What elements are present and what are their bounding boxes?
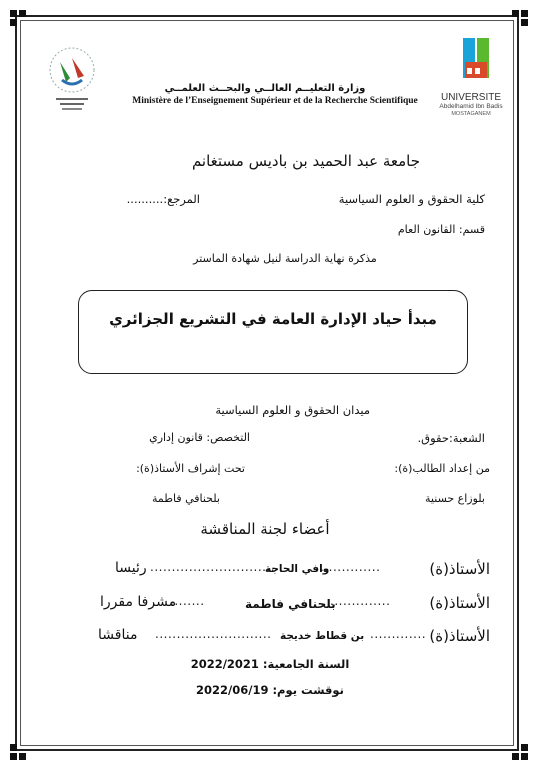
member-name: بلحنافي فاطمة xyxy=(245,597,336,611)
university-mostaganem-logo xyxy=(435,36,507,118)
supervised-by-label: تحت إشراف الأستاذ(ة): xyxy=(136,462,245,475)
logo-text-city: MOSTAGANEM xyxy=(451,111,491,117)
member-role: مناقشا xyxy=(98,627,138,643)
member-title: الأستاذ(ة) xyxy=(429,627,490,645)
specialty: التخصص: قانون إداري xyxy=(149,431,250,444)
member-role: مشرفا مقررا xyxy=(100,594,177,610)
committee-title: أعضاء لجنة المناقشة xyxy=(200,520,330,538)
dot-leader: ............................. xyxy=(150,560,276,574)
member-name: وافي الحاجة xyxy=(265,563,330,575)
faculty-name: كلية الحقوق و العلوم السياسية xyxy=(338,192,485,206)
ministry-french: Ministère de l’Enseignement Supérieur et de la Recherche Scientifique xyxy=(132,96,418,106)
thesis-title: مبدأ حياد الإدارة العامة في التشريع الجزائري xyxy=(109,310,437,328)
logo-text-name: Abdelhamid Ibn Badis xyxy=(439,103,503,110)
branch: الشعبة:حقوق. xyxy=(417,431,485,445)
title-box xyxy=(78,290,468,374)
committee-member xyxy=(70,627,490,653)
reference-field: المرجع:.......... xyxy=(126,192,200,206)
corner-ornament xyxy=(510,10,528,28)
logo-text-universite: UNIVERSITE xyxy=(440,92,501,103)
ministry-arabic: وزارة التعليــم العالــي والبحــث العلمــي xyxy=(164,83,366,94)
dot-leader: ........................... xyxy=(155,627,272,641)
committee-member xyxy=(70,560,490,586)
defense-date: نوقشت يوم: 2022/06/19 xyxy=(196,683,344,697)
member-title: الأستاذ(ة) xyxy=(429,594,490,612)
dot-leader: .............. xyxy=(330,594,391,608)
dot-leader: .............. xyxy=(320,560,381,574)
faculty-emblem-logo xyxy=(42,42,102,114)
supervisor-name: بلحنافي فاطمة xyxy=(151,492,220,505)
corner-ornament xyxy=(10,742,28,760)
academic-year: السنة الجامعية: 2022/2021 xyxy=(190,657,350,671)
member-title: الأستاذ(ة) xyxy=(429,560,490,578)
university-name: جامعة عبد الحميد بن باديس مستغانم xyxy=(191,152,420,170)
committee-member xyxy=(70,594,490,620)
field-of-study: ميدان الحقوق و العلوم السياسية xyxy=(215,403,370,417)
member-role: رئيسا xyxy=(115,560,147,576)
prepared-by-label: من إعداد الطالب(ة): xyxy=(394,462,490,475)
corner-ornament xyxy=(510,742,528,760)
department: قسم: القانون العام xyxy=(397,223,485,236)
corner-ornament xyxy=(10,10,28,28)
memo-type: مذكرة نهاية الدراسة لنيل شهادة الماستر xyxy=(193,252,377,265)
member-name: بن قطاط خديجة xyxy=(280,630,365,642)
dot-leader: ............. xyxy=(370,627,427,641)
student-name: بلوزاع حسنية xyxy=(425,492,485,505)
dot-leader: ........ xyxy=(170,594,205,608)
